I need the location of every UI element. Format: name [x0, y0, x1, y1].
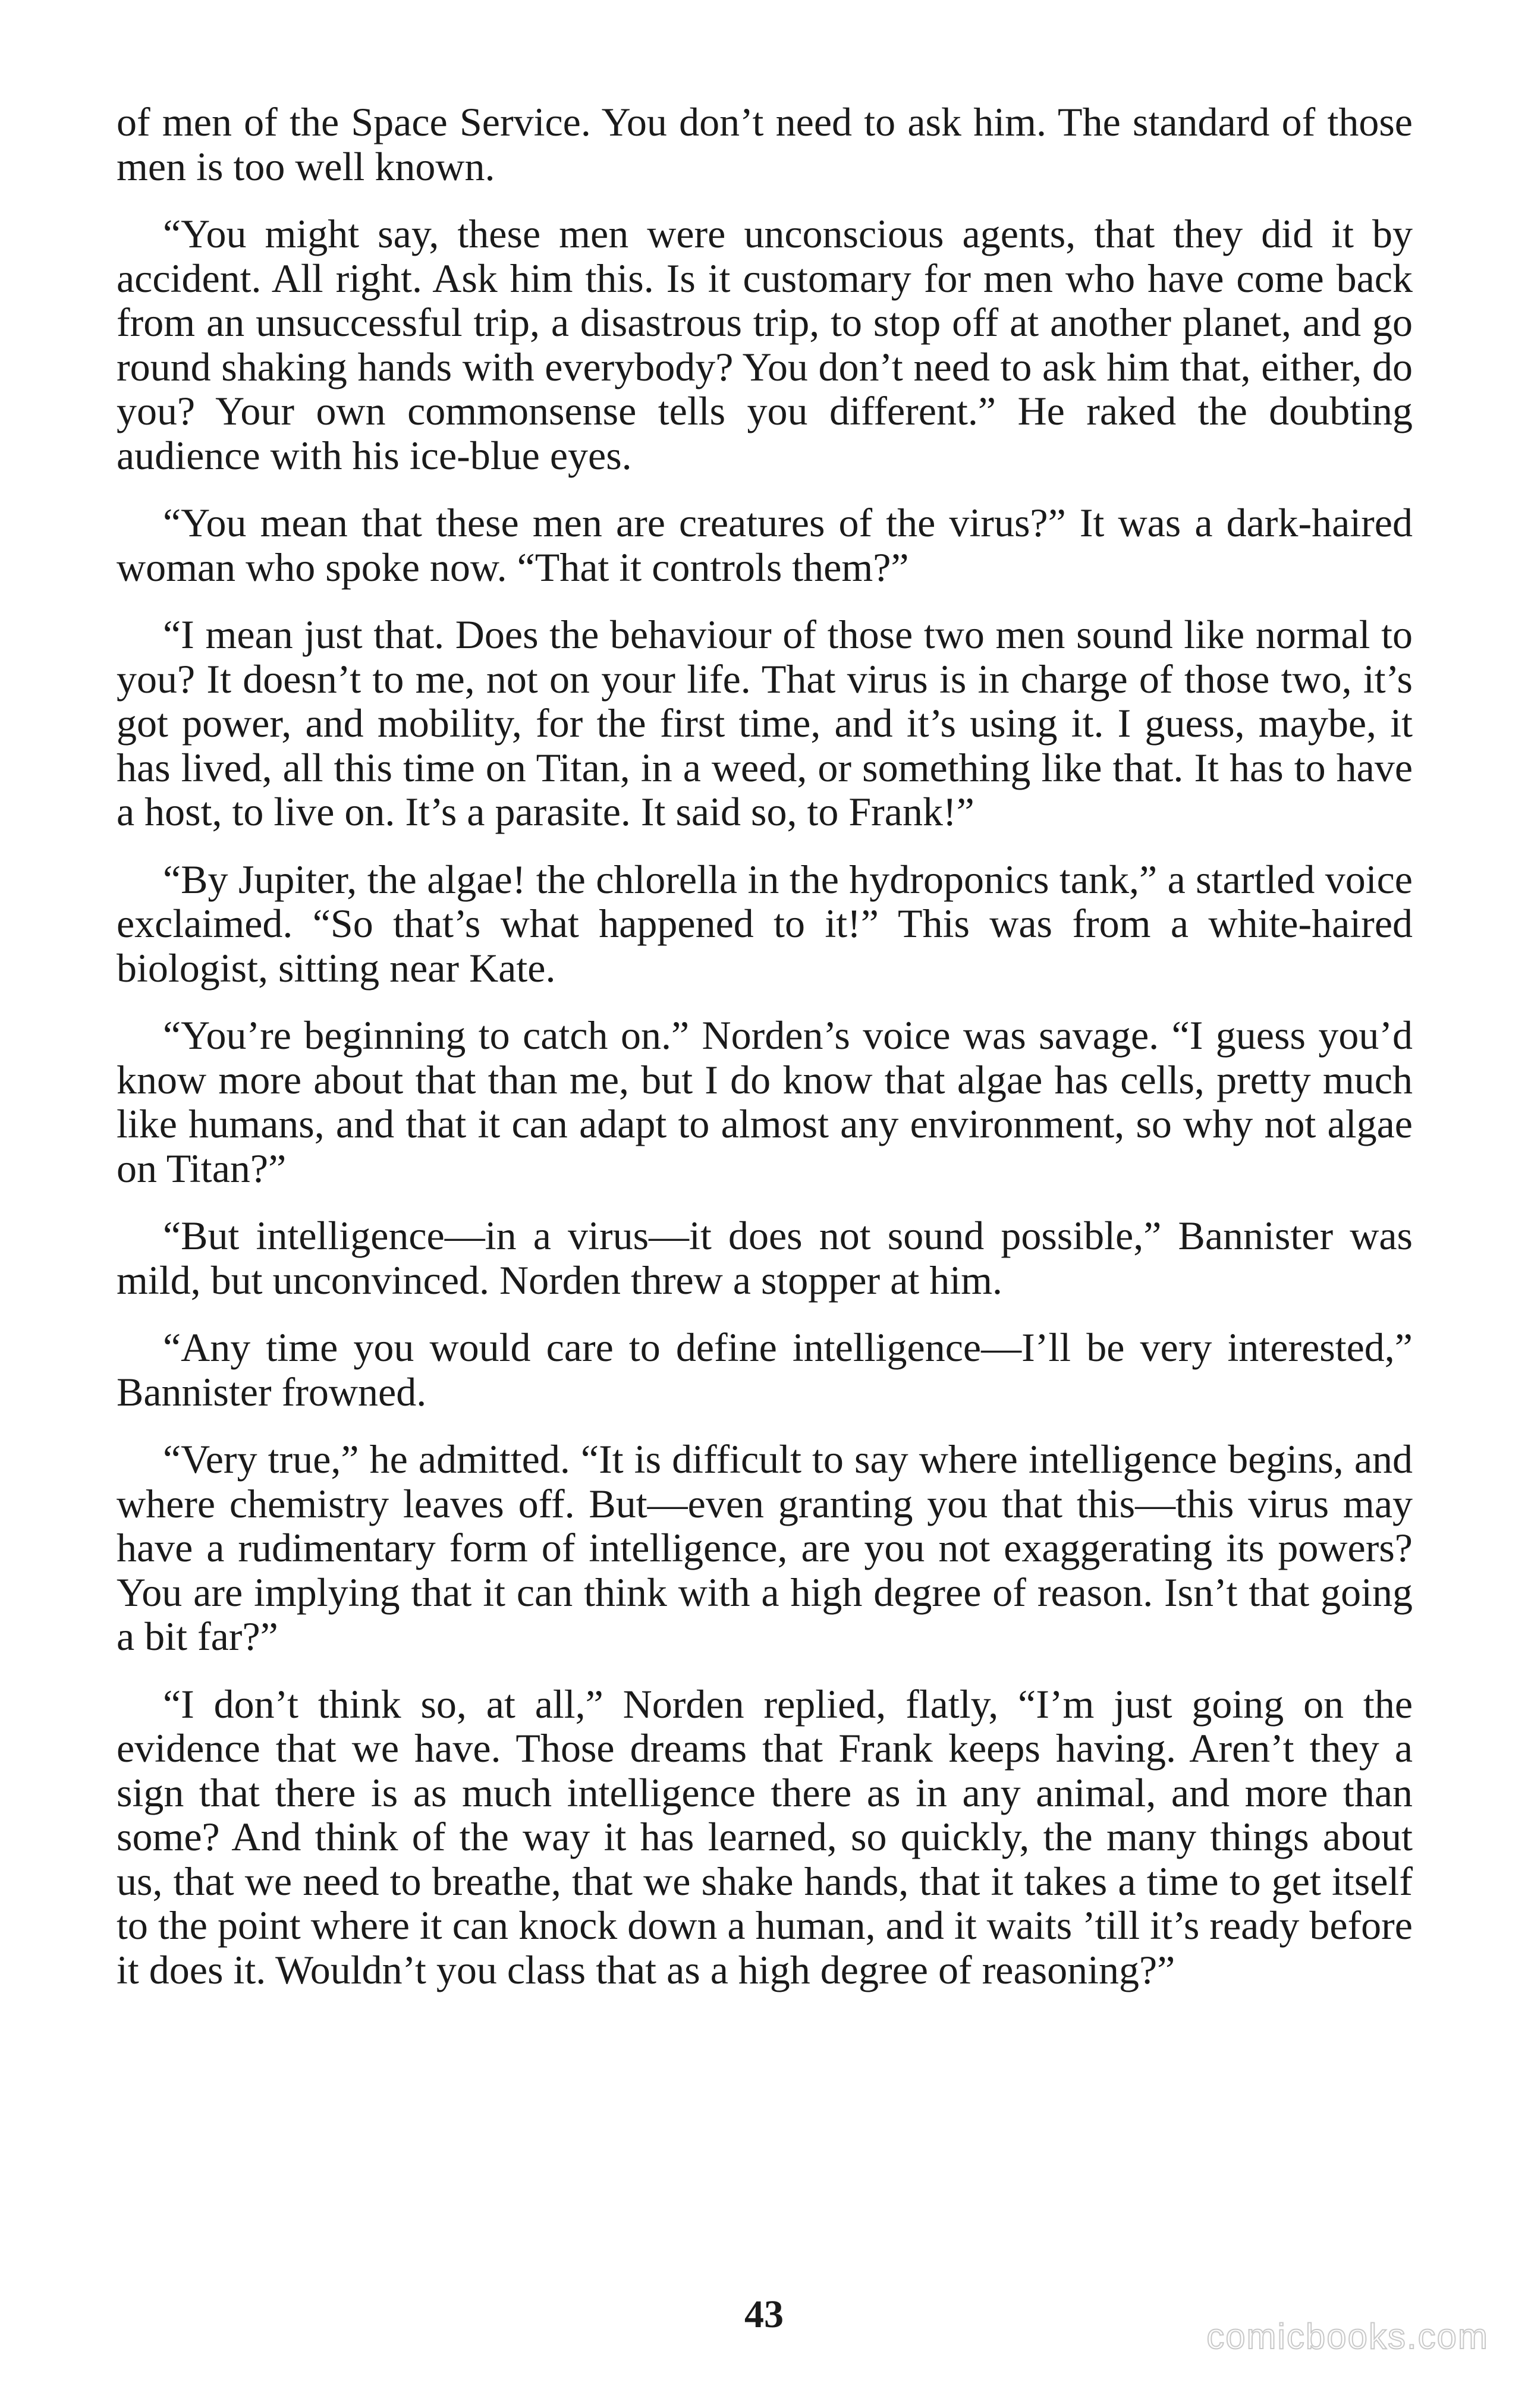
page-text-body — [117, 100, 1413, 2015]
paragraph: “Very true,” he admitted. “It is difficult to say where intelligence begins, and where chemistry leaves off. But—even granting you that this—this virus may have a rudimentary form of intelligence, are you not exaggerating its powers? You are implying that it can think with a high degree of reason. Isn’t that going a bit far?” — [117, 1436, 1413, 1659]
paragraph: “You’re beginning to catch on.” Norden’s voice was savage. “I guess you’d know more about that than me, but I do know that algae has cells, pretty much like humans, and that it can adapt to almost any environment, so why not algae on Titan?” — [117, 1013, 1413, 1191]
paragraph: “But intelligence—in a virus—it does not sound possible,” Bannister was mild, but unconvinced. Norden threw a stopper at him. — [117, 1213, 1413, 1303]
watermark: comicbooks.com — [1206, 2316, 1489, 2356]
paragraph: “You might say, these men were unconscious agents, that they did it by accident. All right. Ask him this. Is it customary for men who have come back from an unsuccessful trip, a disastrous trip, to stop off at another planet, and go round shaking hands with everybody? You don’t need to ask him that, either, do you? Your own commonsense tells you different.” He raked the doubting audience with his ice-blue eyes. — [117, 211, 1413, 478]
paragraph: “I don’t think so, at all,” Norden replied, flatly, “I’m just going on the evidence that we have. Those dreams that Frank keeps having. Aren’t they a sign that there is as much intelligence there as in any animal, and more than some? And think of the way it has learned, so quickly, the many things about us, that we need to breathe, that we shake hands, that it takes a time to get itself to the point where it can knock down a human, and it waits ’till it’s ready before it does it. Wouldn’t you class that as a high degree of reasoning?” — [117, 1681, 1413, 1992]
paragraph: “By Jupiter, the algae! the chlorella in the hydroponics tank,” a startled voice exclaimed. “So that’s what happened to it!” This was from a white-haired biologist, sitting near Kate. — [117, 856, 1413, 991]
page-number: 43 — [744, 2293, 784, 2336]
paragraph: “You mean that these men are creatures of the virus?” It was a dark-haired woman who spoke now. “That it controls them?” — [117, 500, 1413, 590]
paragraph: “Any time you would care to define intelligence—I’ll be very interested,” Bannister frowned. — [117, 1325, 1413, 1414]
paragraph: of men of the Space Service. You don’t need to ask him. The standard of those men is too well known. — [117, 99, 1413, 189]
paragraph: “I mean just that. Does the behaviour of those two men sound like normal to you? It doesn’t to me, not on your life. That virus is in charge of those two, it’s got power, and mobility, for the first time, and it’s using it. I guess, maybe, it has lived, all this time on Titan, in a weed, or something like that. It has to have a host, to live on. It’s a parasite. It said so, to Frank!” — [117, 612, 1413, 834]
